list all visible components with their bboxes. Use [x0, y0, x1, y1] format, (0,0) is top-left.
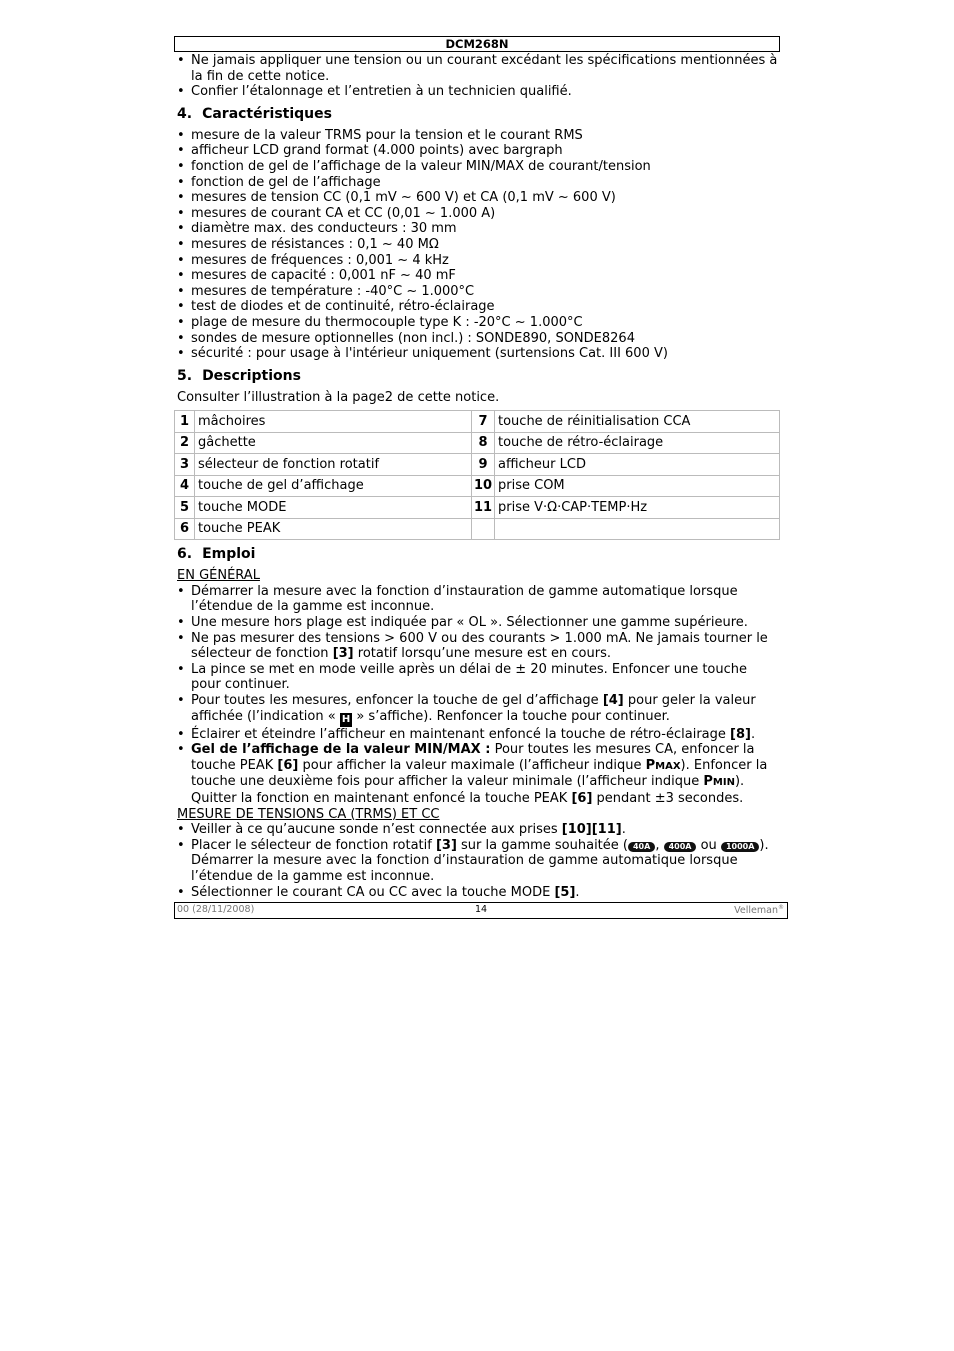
range-400a-icon: 400A: [664, 842, 697, 852]
footer-page-number: 14: [474, 904, 488, 915]
item-label: touche de réinitialisation CCA: [495, 411, 780, 433]
footer-version: 00 (28/11/2008): [177, 904, 255, 915]
tensions-bullet-list: [174, 822, 780, 900]
table-row: [175, 411, 780, 433]
list-item: • mesure de la valeur TRMS pour la tension et le courant RMS: [174, 128, 780, 144]
item-number: 1: [175, 411, 195, 433]
list-item: • Confier l’étalonnage et l’entretien à un technicien qualifié.: [174, 84, 780, 100]
list-item: • Placer le sélecteur de fonction rotatif [3] sur la gamme souhaitée ( 40A , 400A ou 1000A ). Démarrer la mesure avec la fonction d’instauration de gamme automatique lorsque l’étendue de la gamme est inconnue.: [174, 838, 780, 885]
list-item: • Démarrer la mesure avec la fonction d’instauration de gamme automatique lorsque l’étendue de la gamme est inconnue.: [174, 584, 780, 615]
section-4-heading: 4. Caractéristiques: [177, 105, 332, 122]
item-label: prise COM: [495, 475, 780, 497]
section-6-heading: 6. Emploi: [177, 546, 256, 563]
list-item: • Ne jamais appliquer une tension ou un courant excédant les spécifications mentionnées à la fin de cette notice.: [174, 53, 780, 84]
item-label: afficheur LCD: [495, 454, 780, 476]
list-item: • Une mesure hors plage est indiquée par « OL ». Sélectionner une gamme supérieure.: [174, 615, 780, 631]
item-number: 6: [175, 518, 195, 540]
item-number: 8: [472, 432, 495, 454]
pmax-indicator: PMAX: [645, 757, 681, 773]
table-row: [175, 432, 780, 454]
item-number: [472, 518, 495, 540]
list-item: • mesures de tension CC (0,1 mV ~ 600 V) et CA (0,1 mV ~ 600 V): [174, 190, 780, 206]
page-footer: [174, 902, 788, 919]
item-number: 5: [175, 497, 195, 519]
general-bullet-list: [174, 584, 780, 807]
pmin-indicator: PMIN: [703, 774, 735, 790]
list-item: • Sélectionner le courant CA ou CC avec la touche MODE [5].: [174, 885, 780, 901]
item-number: 7: [472, 411, 495, 433]
list-item: • mesures de courant CA et CC (0,01 ~ 1.000 A): [174, 206, 780, 222]
list-item: • fonction de gel de l’affichage de la valeur MIN/MAX de courant/tension: [174, 159, 780, 175]
section-5-intro: Consulter l’illustration à la page2 de cette notice.: [177, 389, 500, 405]
item-number: 9: [472, 454, 495, 476]
list-item: • fonction de gel de l’affichage: [174, 175, 780, 191]
list-item: • Gel de l’affichage de la valeur MIN/MAX : Pour toutes les mesures CA, enfoncer la touche PEAK [6] pour afficher la valeur maximale (l’afficheur indique PMAX). Enfoncer la touche une deuxième fois pour afficher la valeur minimale (l’afficheur indique PMIN). Quitter la fonction en maintenant enfoncé la touche PEAK [6] pendant ±3 secondes.: [174, 742, 780, 806]
section-5-heading: 5. Descriptions: [177, 367, 301, 384]
range-1000a-icon: 1000A: [721, 842, 759, 852]
item-label: touche PEAK: [195, 518, 472, 540]
item-label: gâchette: [195, 432, 472, 454]
item-label: touche de rétro-éclairage: [495, 432, 780, 454]
list-item: • Pour toutes les mesures, enfoncer la touche de gel d’affichage [4] pour geler la valeur affichée (l’indication « H » s’affiche). Renfoncer la touche pour continuer.: [174, 693, 780, 727]
list-item: • mesures de résistances : 0,1 ~ 40 MΩ: [174, 237, 780, 253]
table-row: [175, 497, 780, 519]
general-subheading: EN GÉNÉRAL: [177, 568, 260, 584]
document-page: [174, 36, 780, 900]
item-label: mâchoires: [195, 411, 472, 433]
hold-indicator-icon: H: [341, 713, 351, 725]
descriptions-table: [174, 410, 780, 540]
table-row: [175, 475, 780, 497]
item-label: touche de gel d’affichage: [195, 475, 472, 497]
list-item: • sécurité : pour usage à l'intérieur uniquement (surtensions Cat. III 600 V): [174, 346, 780, 362]
table-row: [175, 518, 780, 540]
item-number: 11: [472, 497, 495, 519]
intro-bullet-list: [174, 53, 780, 100]
item-number: 4: [175, 475, 195, 497]
item-label: sélecteur de fonction rotatif: [195, 454, 472, 476]
item-number: 10: [472, 475, 495, 497]
features-list: [174, 128, 780, 362]
range-40a-icon: 40A: [628, 842, 655, 852]
list-item: • Éclairer et éteindre l’afficheur en maintenant enfoncé la touche de rétro-éclairage [8].: [174, 727, 780, 743]
item-label: prise V·Ω·CAP·TEMP·Hz: [495, 497, 780, 519]
list-item: • test de diodes et de continuité, rétro-éclairage: [174, 299, 780, 315]
list-item: • mesures de capacité : 0,001 nF ~ 40 mF: [174, 268, 780, 284]
tensions-subheading: MESURE DE TENSIONS CA (TRMS) ET CC: [177, 806, 440, 822]
table-row: [175, 454, 780, 476]
item-label: touche MODE: [195, 497, 472, 519]
list-item: • Ne pas mesurer des tensions > 600 V ou des courants > 1.000 mA. Ne jamais tourner le sélecteur de fonction [3] rotatif lorsqu’une mesure est en cours.: [174, 631, 780, 662]
list-item: • diamètre max. des conducteurs : 30 mm: [174, 221, 780, 237]
list-item: • mesures de température : -40°C ~ 1.000°C: [174, 284, 780, 300]
list-item: • mesures de fréquences : 0,001 ~ 4 kHz: [174, 253, 780, 269]
item-number: 3: [175, 454, 195, 476]
item-number: 2: [175, 432, 195, 454]
footer-brand: Velleman®: [734, 904, 784, 917]
item-label: [495, 518, 780, 540]
list-item: • plage de mesure du thermocouple type K : -20°C ~ 1.000°C: [174, 315, 780, 331]
list-item: • La pince se met en mode veille après un délai de ± 20 minutes. Enfoncer une touche pour continuer.: [174, 662, 780, 693]
list-item: • afficheur LCD grand format (4.000 points) avec bargraph: [174, 143, 780, 159]
list-item: • Veiller à ce qu’aucune sonde n’est connectée aux prises [10][11].: [174, 822, 780, 838]
list-item: • sondes de mesure optionnelles (non incl.) : SONDE890, SONDE8264: [174, 331, 780, 347]
page-header: DCM268N: [174, 36, 780, 52]
